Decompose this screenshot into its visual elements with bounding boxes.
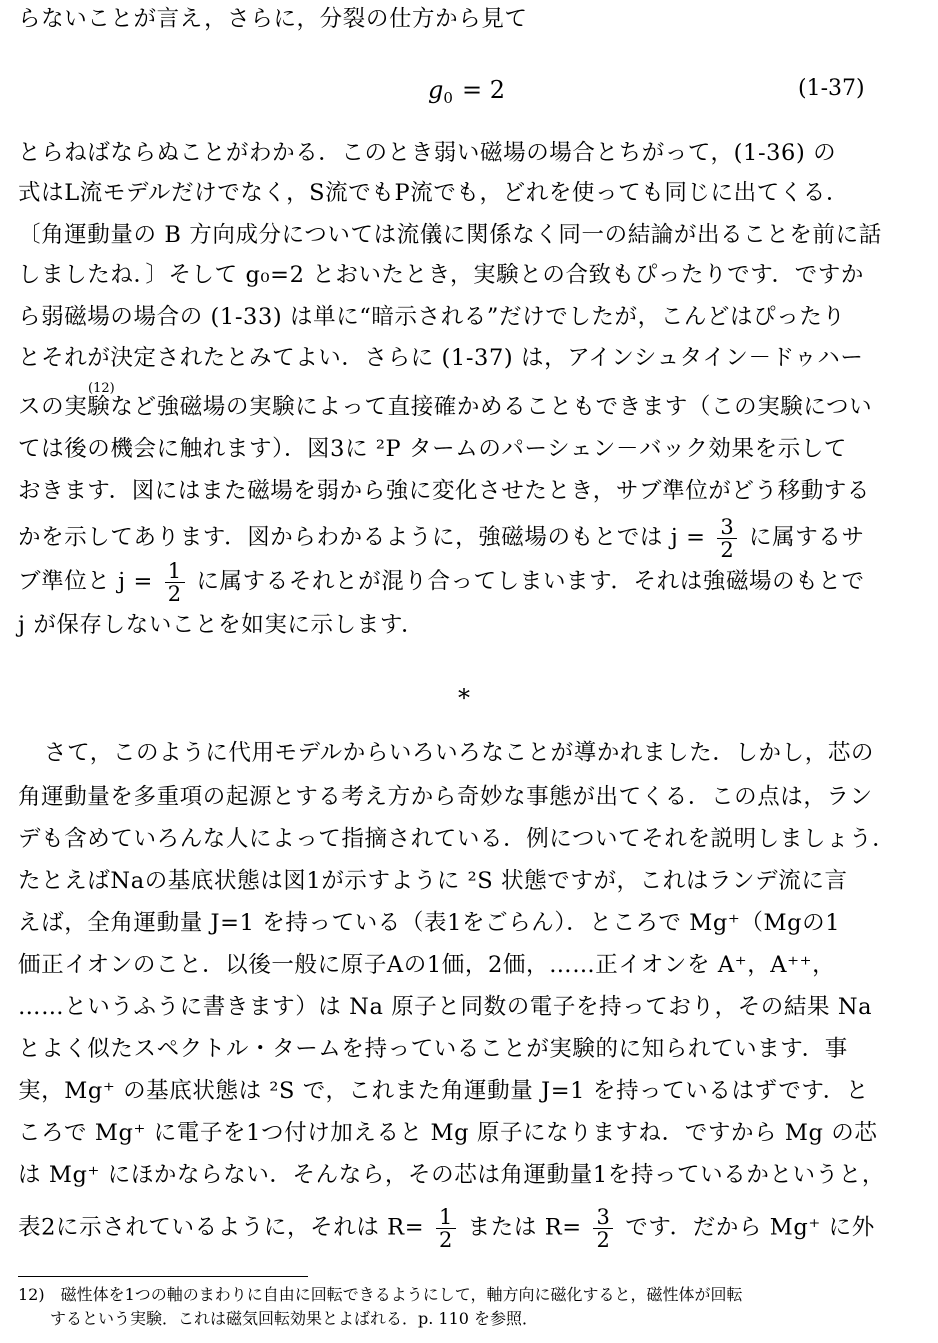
text-line-with-fraction [18,516,918,561]
fraction-denominator: 2 [596,1228,611,1253]
text-line: しましたね．〕そして g₀=2 とおいたとき，実験との合致もぴったりです．ですか [18,262,864,288]
equation-subscript: 0 [443,89,453,107]
equation-number: (1-37) [798,76,865,101]
text-span: に属するサ [749,524,865,551]
text-line: おきます．図にはまた磁場を弱から強に変化させたとき，サブ準位がどう移動する [18,478,871,504]
footnote-line: 12) 磁性体を1つの軸のまわりに自由に回転できるようにして，軸方向に磁化すると，磁性体が回転 [18,1285,743,1304]
text-line: ……というふうに書きます）は Na 原子と同数の電子を持っており，その結果 Na [18,994,873,1020]
equation-symbol: g [428,76,444,104]
text-line: ては後の機会に触れます）．図3に ²P タームのパーシェン－バック効果を示して [18,436,848,462]
fraction-three-halves [717,516,737,561]
fraction-denominator: 2 [167,582,182,607]
footnote-rule [18,1276,308,1277]
equation-rhs: = 2 [462,76,506,104]
text-line: とよく似たスペクトル・タームを持っていることが実験的に知られています．事 [18,1036,848,1062]
paragraph-first-line: さて，このように代用モデルからいろいろなことが導かれました．しかし，芯の [44,740,875,766]
text-line-with-fraction [18,1206,918,1251]
fraction-one-half [165,560,185,605]
fraction-numerator: 1 [165,560,185,583]
footnote-reference: (12) [88,381,115,396]
fraction-numerator: 3 [593,1206,613,1229]
footnote-line: するという実験．これは磁気回転効果とよばれる．p. 110 を参照． [18,1309,539,1328]
text-line: スの実験など強磁場の実験によって直接確かめることもできます（この実験につい [18,394,873,420]
text-line: 実，Mg⁺ の基底状態は ²S で，これまた角運動量 J=1 を持っているはずです．と [18,1078,869,1104]
section-separator: * [458,684,470,712]
text-line: は Mg⁺ にほかならない．そんなら，その芯は角運動量1を持っているかというと， [18,1162,885,1188]
text-line: とらねばならぬことがわかる．このとき弱い磁場の場合とちがって，(1-36) の [18,140,837,166]
text-span: かを示してあります．図からわかるように，強磁場のもとでは j = [18,524,706,551]
text-line: ころで Mg⁺ に電子を1つ付け加えると Mg 原子になりますね．ですから Mg の芯 [18,1120,878,1146]
fraction-one-half [436,1206,456,1251]
text-line: えば，全角運動量 J=1 を持っている（表1をごらん）．ところで Mg⁺（Mgの1 [18,910,841,936]
text-line-with-fraction [18,560,918,605]
fraction-denominator: 2 [720,538,735,563]
equation-lhs [428,76,453,107]
text-span: です．だから Mg⁺ に外 [625,1214,875,1241]
text-line: とそれが決定されたとみてよい．さらに (1-37) は，アインシュタイン－ドゥハー [18,345,864,371]
text-line: ら弱磁場の場合の (1-33) は単に“暗示される”だけでしたが，こんどはぴったり [18,304,846,330]
text-line: 式はL流モデルだけでなく，S流でもP流でも，どれを使っても同じに出てくる． [18,180,850,206]
text-line: j が保存しないことを如実に示します． [18,612,425,638]
fraction-denominator: 2 [438,1228,453,1253]
text-line: 角運動量を多重項の起源とする考え方から奇妙な事態が出てくる．この点は，ラン [18,784,873,810]
text-line: 価正イオンのこと．以後一般に原子Aの1価，2価，……正イオンを A⁺，A⁺⁺， [18,952,836,978]
text-span: または R= [467,1214,582,1241]
fraction-numerator: 1 [436,1206,456,1229]
text-span: 表2に示されているように，それは R= [18,1214,425,1241]
text-line: デも含めていろんな人によって指摘されている．例についてそれを説明しましょう． [18,826,896,852]
fraction-three-halves [593,1206,613,1251]
text-line: 〔角運動量の B 方向成分については流儀に関係なく同一の結論が出ることを前に話 [18,222,882,248]
fraction-numerator: 3 [717,516,737,539]
text-line: たとえばNaの基底状態は図1が示すように ²S 状態ですが，これはランデ流に言 [18,868,848,894]
text-span: に属するそれとが混り合ってしまいます．それは強磁場のもとで [196,568,865,595]
text-line: らないことが言え，さらに，分裂の仕方から見て [18,6,528,32]
text-span: ブ準位と j = [18,568,153,595]
